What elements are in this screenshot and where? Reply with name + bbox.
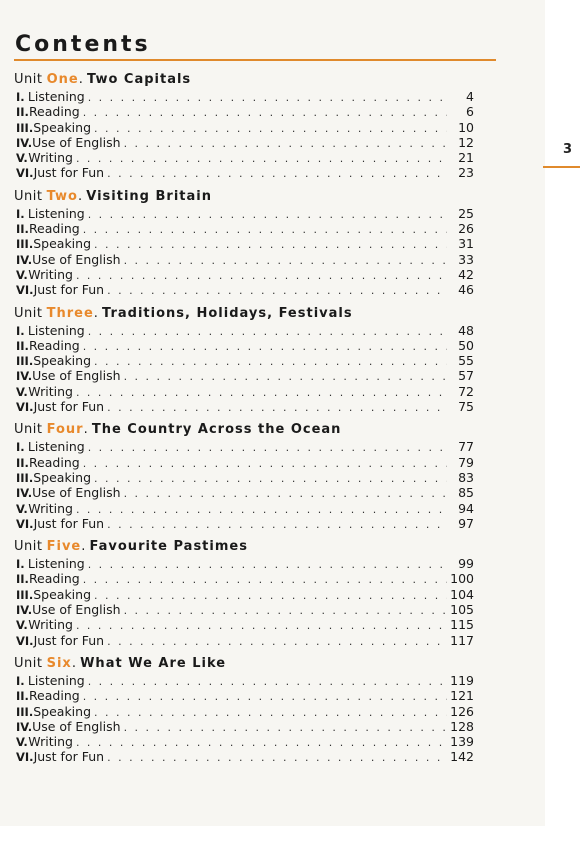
- entry-roman-numeral: V.: [16, 151, 28, 166]
- toc-entry: [14, 353, 474, 368]
- unit-number: Four: [46, 422, 84, 438]
- entry-page-number: 99: [458, 556, 474, 572]
- toc-entry: [14, 501, 474, 516]
- dot-leader: [83, 339, 447, 354]
- toc-entry: [14, 252, 474, 267]
- entry-page-number: 121: [450, 688, 474, 704]
- toc-entry: [14, 384, 474, 399]
- dot-leader: [124, 486, 447, 501]
- entry-roman-numeral: II.: [16, 572, 29, 587]
- toc-entry: [14, 236, 474, 251]
- entry-page-number: 117: [450, 632, 474, 648]
- entry-page-number: 105: [450, 602, 474, 618]
- dot-leader: [124, 720, 447, 735]
- entry-label: Writing: [28, 266, 73, 282]
- entry-page-number: 48: [458, 322, 474, 338]
- toc-entry: [14, 587, 474, 602]
- entry-roman-numeral: III.: [16, 237, 34, 252]
- page-number: 3: [563, 142, 573, 157]
- entry-label: Speaking: [33, 119, 92, 135]
- entry-label: Listening: [27, 439, 85, 455]
- dot-leader: [88, 440, 447, 455]
- toc-entry: [14, 734, 474, 749]
- entry-label: Writing: [28, 500, 73, 516]
- entry-roman-numeral: II.: [16, 222, 29, 237]
- entry-roman-numeral: IV.: [16, 252, 33, 267]
- entry-label: Reading: [28, 221, 80, 237]
- entry-roman-numeral: VI.: [16, 750, 34, 765]
- entry-label: Writing: [28, 734, 73, 750]
- unit-word: Unit: [14, 72, 43, 87]
- entry-label: Writing: [28, 150, 73, 166]
- title-underline: [14, 59, 496, 61]
- entry-page-number: 42: [458, 266, 474, 282]
- entry-page-number: 85: [458, 485, 474, 501]
- toc-entry: [14, 89, 474, 104]
- toc-entry: [14, 485, 474, 500]
- unit-number: Two: [46, 188, 78, 204]
- dot-leader: [94, 121, 447, 136]
- unit-heading: Unit Six. What We Are Like: [14, 655, 227, 671]
- entry-page-number: 142: [450, 749, 474, 765]
- dot-leader: [107, 166, 447, 181]
- entry-page-number: 79: [458, 454, 474, 470]
- entry-roman-numeral: I.: [16, 206, 25, 221]
- entry-page-number: 12: [458, 134, 474, 150]
- toc-entry: [14, 439, 474, 454]
- unit-word: Unit: [14, 188, 43, 204]
- dot-leader: [94, 237, 447, 252]
- entry-page-number: 26: [458, 221, 474, 237]
- entry-roman-numeral: I.: [16, 440, 25, 455]
- unit-word: Unit: [14, 539, 43, 555]
- entry-page-number: 83: [458, 469, 474, 485]
- entry-label: Listening: [27, 205, 85, 221]
- toc-entry: [14, 368, 474, 383]
- dot-leader: [83, 689, 447, 704]
- entry-label: Just for Fun: [33, 749, 105, 765]
- unit-word: Unit: [14, 422, 43, 438]
- entry-label: Use of English: [32, 718, 121, 734]
- entry-label: Just for Fun: [33, 282, 105, 298]
- unit-word: Unit: [14, 655, 43, 671]
- entry-label: Use of English: [32, 134, 121, 150]
- toc-entry: [14, 282, 474, 297]
- dot-leader: [83, 105, 447, 120]
- entry-label: Reading: [28, 104, 80, 120]
- toc-entry: [14, 267, 474, 282]
- table-of-contents: [14, 70, 474, 771]
- unit-heading: Unit Three. Traditions, Holidays, Festivals: [14, 305, 353, 321]
- entry-roman-numeral: V.: [16, 267, 28, 282]
- entry-label: Speaking: [33, 236, 92, 252]
- entry-roman-numeral: III.: [16, 587, 34, 602]
- entry-page-number: 104: [450, 586, 474, 602]
- toc-entry: [14, 399, 474, 414]
- entry-roman-numeral: IV.: [16, 719, 33, 734]
- page-title: Contents: [15, 32, 151, 57]
- entry-page-number: 25: [458, 205, 474, 221]
- entry-page-number: 46: [458, 282, 474, 298]
- entry-roman-numeral: V.: [16, 618, 28, 633]
- entry-label: Listening: [27, 322, 85, 338]
- entry-page-number: 115: [450, 617, 474, 633]
- unit-heading: Unit Five. Favourite Pastimes: [14, 539, 248, 555]
- dot-leader: [88, 207, 447, 222]
- entry-label: Writing: [28, 617, 73, 633]
- entry-roman-numeral: VI.: [16, 633, 34, 648]
- toc-entry: [14, 516, 474, 531]
- unit-number: Three: [46, 305, 94, 321]
- entry-roman-numeral: I.: [16, 557, 25, 572]
- toc-entry: [14, 688, 474, 703]
- entry-label: Use of English: [32, 485, 121, 501]
- unit-heading: Unit Two. Visiting Britain: [14, 188, 212, 204]
- entry-roman-numeral: II.: [16, 338, 29, 353]
- toc-entry: [14, 206, 474, 221]
- entry-page-number: 126: [450, 703, 474, 719]
- unit-heading: Unit One. Two Capitals: [14, 72, 192, 87]
- entry-label: Listening: [27, 556, 85, 572]
- entry-page-number: 97: [458, 515, 474, 531]
- toc-entry: [14, 704, 474, 719]
- entry-roman-numeral: III.: [16, 354, 34, 369]
- entry-label: Writing: [28, 383, 73, 399]
- entry-roman-numeral: V.: [16, 501, 28, 516]
- dot-leader: [107, 517, 447, 532]
- toc-entry: [14, 602, 474, 617]
- entry-label: Just for Fun: [33, 632, 105, 648]
- entry-roman-numeral: II.: [16, 455, 29, 470]
- entry-label: Listening: [27, 672, 85, 688]
- page-margin: [545, 0, 580, 849]
- entry-label: Reading: [28, 337, 80, 353]
- dot-leader: [88, 324, 447, 339]
- entry-roman-numeral: III.: [16, 704, 34, 719]
- entry-roman-numeral: III.: [16, 120, 34, 135]
- dot-leader: [83, 456, 447, 471]
- unit-number: Five: [46, 539, 82, 555]
- entry-roman-numeral: II.: [16, 689, 29, 704]
- entry-roman-numeral: I.: [16, 323, 25, 338]
- dot-leader: [83, 222, 447, 237]
- dot-leader: [107, 400, 447, 415]
- toc-entry: [14, 338, 474, 353]
- dot-leader: [124, 136, 447, 151]
- entry-page-number: 94: [458, 500, 474, 516]
- unit-title: Visiting Britain: [86, 188, 212, 204]
- entry-label: Listening: [27, 89, 85, 104]
- toc-entry: [14, 165, 474, 180]
- unit-section: [14, 420, 474, 531]
- unit-number: Six: [46, 655, 72, 671]
- entry-page-number: 77: [458, 439, 474, 455]
- entry-label: Use of English: [32, 251, 121, 267]
- unit-section: [14, 187, 474, 298]
- entry-label: Reading: [28, 571, 80, 587]
- entry-page-number: 33: [458, 251, 474, 267]
- entry-roman-numeral: VI.: [16, 516, 34, 531]
- entry-roman-numeral: IV.: [16, 135, 33, 150]
- entry-page-number: 21: [458, 150, 474, 166]
- toc-entry: [14, 150, 474, 165]
- entry-page-number: 31: [458, 236, 474, 252]
- entry-label: Speaking: [33, 703, 92, 719]
- toc-entry: [14, 673, 474, 688]
- entry-page-number: 139: [450, 734, 474, 750]
- dot-leader: [107, 750, 447, 765]
- entry-page-number: 6: [466, 104, 474, 120]
- toc-entry: [14, 470, 474, 485]
- entry-roman-numeral: IV.: [16, 369, 33, 384]
- unit-section: [14, 70, 474, 181]
- unit-heading: Unit Four. The Country Across the Ocean: [14, 422, 342, 438]
- dot-leader: [94, 588, 447, 603]
- entry-roman-numeral: I.: [16, 90, 25, 104]
- entry-roman-numeral: II.: [16, 105, 29, 120]
- entry-label: Just for Fun: [33, 165, 105, 181]
- toc-entry: [14, 617, 474, 632]
- toc-entry: [14, 571, 474, 586]
- entry-roman-numeral: VI.: [16, 166, 34, 181]
- entry-label: Reading: [28, 688, 80, 704]
- entry-page-number: 55: [458, 353, 474, 369]
- toc-entry: [14, 120, 474, 135]
- dot-leader: [124, 369, 447, 384]
- entry-label: Reading: [28, 454, 80, 470]
- entry-roman-numeral: III.: [16, 470, 34, 485]
- entry-label: Speaking: [33, 586, 92, 602]
- dot-leader: [76, 268, 447, 283]
- entry-page-number: 10: [458, 119, 474, 135]
- dot-leader: [83, 572, 447, 587]
- dot-leader: [76, 618, 447, 633]
- dot-leader: [124, 603, 447, 618]
- toc-entry: [14, 749, 474, 764]
- dot-leader: [76, 502, 447, 517]
- toc-entry: [14, 556, 474, 571]
- dot-leader: [88, 90, 447, 105]
- unit-title: Two Capitals: [87, 72, 192, 87]
- entry-label: Use of English: [32, 602, 121, 618]
- unit-section: [14, 654, 474, 765]
- dot-leader: [107, 283, 447, 298]
- dot-leader: [94, 471, 447, 486]
- dot-leader: [94, 354, 447, 369]
- dot-leader: [88, 674, 447, 689]
- entry-roman-numeral: IV.: [16, 603, 33, 618]
- entry-roman-numeral: V.: [16, 384, 28, 399]
- entry-page-number: 75: [458, 399, 474, 415]
- toc-entry: [14, 633, 474, 648]
- entry-roman-numeral: I.: [16, 673, 25, 688]
- entry-page-number: 57: [458, 368, 474, 384]
- unit-word: Unit: [14, 305, 43, 321]
- dot-leader: [76, 735, 447, 750]
- entry-page-number: 72: [458, 383, 474, 399]
- unit-title: Traditions, Holidays, Festivals: [102, 305, 353, 321]
- unit-section: [14, 537, 474, 648]
- toc-entry: [14, 323, 474, 338]
- entry-page-number: 100: [450, 571, 474, 587]
- dot-leader: [107, 634, 447, 649]
- dot-leader: [88, 557, 447, 572]
- entry-roman-numeral: VI.: [16, 400, 34, 415]
- entry-roman-numeral: IV.: [16, 486, 33, 501]
- entry-page-number: 50: [458, 337, 474, 353]
- entry-label: Speaking: [33, 469, 92, 485]
- toc-entry: [14, 455, 474, 470]
- unit-section: [14, 304, 474, 415]
- entry-roman-numeral: V.: [16, 735, 28, 750]
- toc-entry: [14, 221, 474, 236]
- entry-page-number: 128: [450, 718, 474, 734]
- toc-entry: [14, 104, 474, 119]
- entry-label: Just for Fun: [33, 399, 105, 415]
- dot-leader: [76, 385, 447, 400]
- dot-leader: [124, 253, 447, 268]
- entry-roman-numeral: VI.: [16, 283, 34, 298]
- page-number-rule: [543, 166, 580, 168]
- entry-label: Just for Fun: [33, 515, 105, 531]
- entry-label: Speaking: [33, 353, 92, 369]
- entry-page-number: 119: [450, 672, 474, 688]
- toc-entry: [14, 719, 474, 734]
- entry-label: Use of English: [32, 368, 121, 384]
- toc-entry: [14, 135, 474, 150]
- entry-page-number: 4: [466, 89, 474, 104]
- dot-leader: [76, 151, 447, 166]
- unit-number: One: [46, 72, 79, 87]
- entry-page-number: 23: [458, 165, 474, 181]
- unit-title: What We Are Like: [80, 655, 227, 671]
- unit-title: The Country Across the Ocean: [91, 422, 342, 438]
- dot-leader: [94, 705, 447, 720]
- unit-title: Favourite Pastimes: [89, 539, 248, 555]
